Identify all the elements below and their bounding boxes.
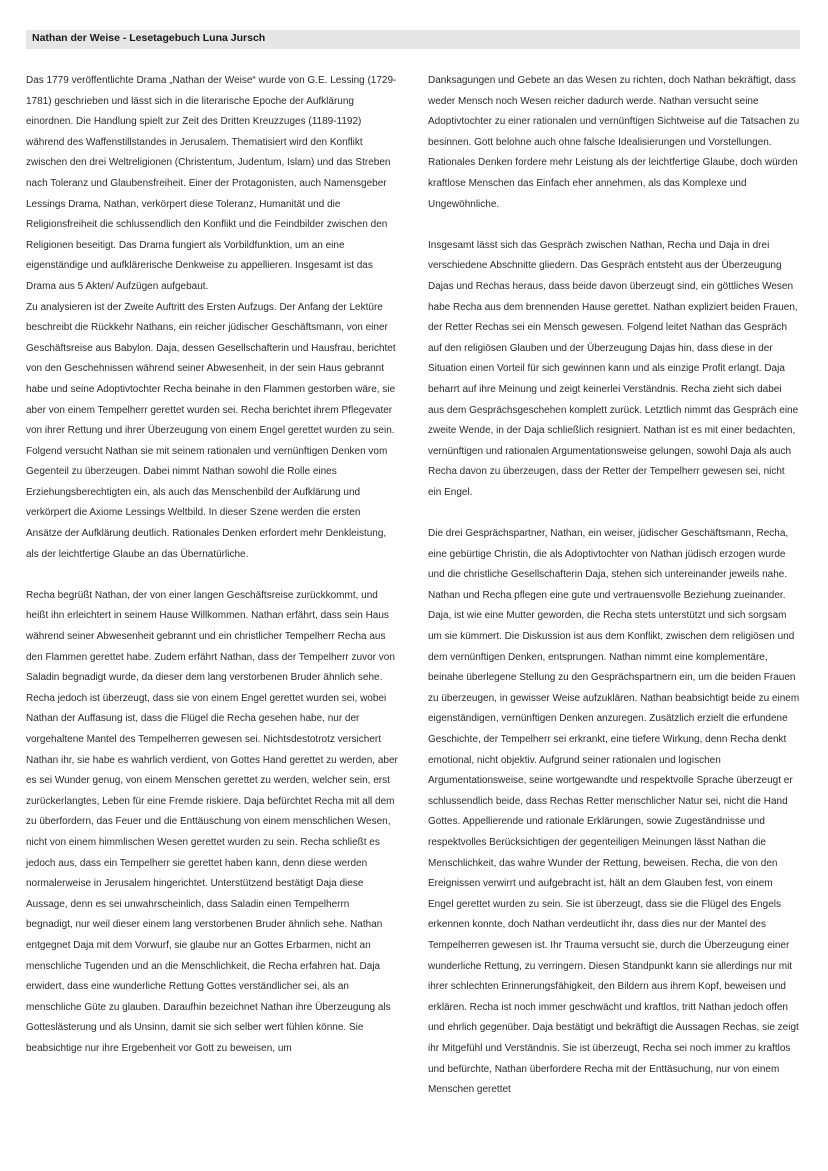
left-column: [26, 71, 398, 1060]
paragraph-characters: Die drei Gesprächspartner, Nathan, ein weiser, jüdischer Geschäftsmann, Recha, eine gebürtige Christin, die als Adoptivtochter von Nathan jüdisch erzogen wurde und die christliche Gesellschafterin Daja, stehen sich untereinander jeweils nahe. Nathan und Recha pflegen eine gute und vertrauensvolle Beziehung zueinander. Daja, ist wie eine Mutter geworden, die Recha stets unterstützt und sich sorgsam um sie kümmert. Die Diskussion ist aus dem Konflikt, zwischen dem religiösen und dem vernünftigen Denken, entsprungen. Nathan nimmt eine komplementäre, beinahe überlegene Stellung zu den Gesprächspartnern ein, um die beiden Frauen zu überzeugen, in gewisser Weise aufzuklären. Nathan beabsichtigt beide zu einem eigenständigen, vernünftigen Denken anzuregen. Zusätzlich erzielt die erfundene Geschichte, der Tempelherr sei erkrankt, eine tiefere Wirkung, denn Recha denkt emotional, nicht objektiv. Aufgrund seiner rationalen und logischen Argumentationsweise, seine wortgewandte und respektvolle Sprache überzeugt er schlussendlich beide, dass Rechas Retter menschlicher Natur sei, nicht die Hand Gottes. Appellierende und rationale Erklärungen, sowie Zugeständnisse und respektvolles Berücksichtigen der gegenteiligen Meinungen lässt Nathan die Menschlichkeit, das wahre Wunder der Rettung, beweisen. Recha, die von den Ereignissen verwirrt und aufgebracht ist, hält an dem Glauben fest, von einem Engel gerettet wurden zu sein. Sie ist überzeugt, dass sie die Flügel des Engels erkennen konnte, doch Nathan verdeutlicht ihr, dass dies nur der Mantel des Tempelherren gewesen ist. Ihr Trauma versucht sie, durch die Überzeugung einer wunderliche Rettung, zu verringern. Diesen Standpunkt kann sie allerdings nur mit ihrer schlechten Erinnerungsfähigkeit, den Bildern aus ihrem Kopf, beweisen und erklären. Recha ist noch immer geschwächt und kraftlos, tritt Nathan jedoch offen und ehrlich gegenüber. Daja bestätigt und bekräftigt die Aussagen Rechas, sie zeigt ihr Mitgefühl und Verständnis. Sie ist überzeugt, Recha sei noch immer zu kraftlos und befürchte, Nathan überfordere Recha mit der Enttäsuchung, nur von einem Menschen gerettet: [428, 528, 800, 1096]
paragraph-summary-continued: Danksagungen und Gebete an das Wesen zu richten, doch Nathan bekräftigt, dass weder Mensch noch Wesen reicher dadurch werde. Nathan versucht seine Adoptivtochter zu einer rationalen und vernünftigen Sichtweise auf die Tatsachen zu besinnen. Gott belohne auch ohne falsche Idealisierungen und Vorstellungen. Rationales Denken fordere mehr Leistung als der leichtfertige Glaube, doch würden kraftlose Menschen das Einfach eher annehmen, als das Komplexe und Ungewöhnliche.: [428, 75, 800, 210]
paragraph-scene-overview: Zu analysieren ist der Zweite Auftritt des Ersten Aufzugs. Der Anfang der Lektüre beschreibt die Rückkehr Nathans, ein reicher jüdischer Geschäftsmann, von einer Geschäftsreise aus Babylon. Daja, dessen Gesellschafterin und Hausfrau, berichtet von den Geschehnissen während seiner Abwesenheit, in der sein Haus gebrannt habe und seine Adoptivtochter Recha beinahe in den Flammen gestorben wäre, sie aber von einem Tempelherr gerettet wurden sei. Recha berichtet ihrem Pflegevater von ihrer Rettung und ihrer Überzeugung von einem Engel gerettet wurden zu sein. Folgend versucht Nathan sie mit seinem rationalen und vernünftigen Denken vom Gegenteil zu überzeugen. Dabei nimmt Nathan sowohl die Rolle eines Erziehungsberechtigten ein, als auch das Menschenbild der Aufklärung und verkörpert die Axiome Lessings Weltbild. In dieser Szene werden die ersten Ansätze der Aufklärung deutlich. Rationales Denken erfordert mehr Denkleistung, als der leichtfertige Glaube an das Übernatürliche.: [26, 301, 396, 560]
header-bar: [26, 30, 800, 49]
document-title: Nathan der Weise - Lesetagebuch Luna Jursch: [32, 32, 266, 44]
paragraph-scene-summary: Recha begrüßt Nathan, der von einer langen Geschäftsreise zurückkommt, und heißt ihn erleichtert in seinem Hause Willkommen. Nathan erfährt, dass sein Haus während seiner Abwesenheit gebrannt und ein christlicher Tempelherr Recha aus den Flammen gerettet habe. Zudem erfährt Nathan, dass der Tempelherr zuvor von Saladin begnadigt wurde, da dieser dem lang verstorbenen Bruder ähnlich sehe. Recha jedoch ist überzeugt, dass sie von einem Engel gerettet wurden sei, wobei Nathan der Auffasung ist, dass die Flügel die Recha gesehen habe, nur der vorgehaltene Mantel des Tempelherren gewesen sei. Nichtsdestotrotz versichert Nathan ihr, sie habe es wahrlich verdient, von Gottes Hand gerettet zu werden, aber es sei Wunder genug, von einem Menschen gerettet zu werden, welcher sein, erst zurückerlangtes, Leben für eine Fremde riskiere. Daja befürchtet Recha mit all dem zu überfordern, das Feuer und die Enttäuschung von einem menschlichen Wesen, nicht von einem himmlischen Wesen gerettet wurden zu sein. Recha schließt es jedoch aus, dass ein Tempelherr sie gerettet haben kann, denn diese werden normalerweise in Jerusalem hingerichtet. Unterstützend bestätigt Daja diese Aussage, denn es sei unwahrscheinlich, dass Saladin einen Tempelherrn begnadigt, nur weil dieser einem lang verstorbenen Bruder ähnlich sehe. Nathan entgegnet Daja mit dem Vorwurf, sie glaube nur an Gottes Erbarmen, nicht an menschliche Tugenden und an die Menschlichkeit, die Recha erfahren hat. Daja erwidert, dass eine wunderliche Rettung Gottes verständlicher sei, als an menschliche Güte zu glauben. Daraufhin bezeichnet Nathan ihre Überzeugung als Gotteslästerung und als Unsinn, damit sie sich selber wert fühlen könne. Sie beabsichtige nur ihre Ergebenheit vor Gott zu beweisen, um: [26, 589, 398, 1054]
right-column: [428, 71, 800, 1101]
paragraph-structure: Insgesamt lässt sich das Gespräch zwischen Nathan, Recha und Daja in drei verschiedene Abschnitte gliedern. Das Gespräch entsteht aus der Überzeugung Dajas und Rechas heraus, dass beide davon überzeugt sind, ein göttliches Wesen habe Recha aus dem brennenden Hause gerettet. Nathan expliziert beiden Frauen, der Retter Rechas sei ein Mensch gewesen. Folgend leitet Nathan das Gespräch auf den religiösen Glauben und der Überzeugung Dajas hin, dass diese in der Situation einen Vorteil für sich gewinnen kann und als einzige Profit erlangt. Daja beharrt auf ihre Meinung und zeigt keinerlei Verständnis. Recha zieht sich dabei aus dem Gesprächsgeschehen komplett zurück. Letztlich nimmt das Gespräch eine zweite Wende, in der Daja schließlich resigniert. Nathan ist es mit einer bedachten, vernünftigen und rationalen Argumentationsweise gelungen, sowohl Daja als auch Recha davon zu überzeugen, dass der Retter der Tempelherr gewesen sei, nicht ein Engel.: [428, 239, 799, 498]
paragraph-introduction: Das 1779 veröffentlichte Drama „Nathan der Weise“ wurde von G.E. Lessing (1729-1781) geschrieben und lässt sich in die literarische Epoche der Aufklärung einordnen. Die Handlung spielt zur Zeit des Dritten Kreuzzuges (1189-1192) während des Waffenstillstandes in Jerusalem. Thematisiert wird den Konflikt zwischen den drei Weltreligionen (Christentum, Judentum, Islam) und das Streben nach Toleranz und Glaubensfreiheit. Einer der Protagonisten, auch Namensgeber Lessings Drama, Nathan, verkörpert diese Toleranz, Humanität und die Religionsfreiheit die schlussendlich den Konflikt und die Feindbilder zwischen den Religionen beseitigt. Das Drama fungiert als Vorbildfunktion, um an eine eigenständige und aufklärerische Denkweise zu appellieren. Insgesamt ist das Drama aus 5 Akten/ Aufzügen aufgebaut.: [26, 75, 397, 292]
